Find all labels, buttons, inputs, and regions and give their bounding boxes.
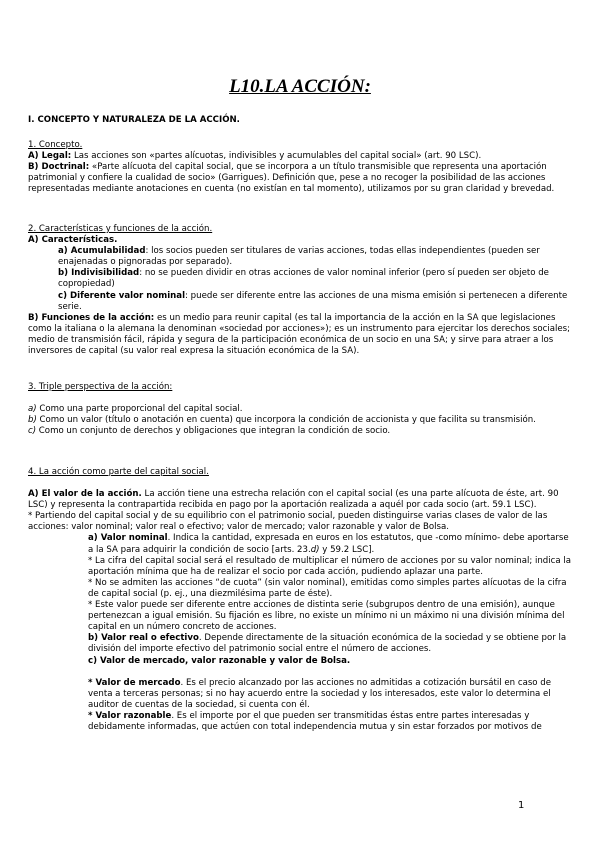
label-caracteristicas: A) Características. [28, 235, 118, 246]
subsection-caracteristicas [28, 224, 573, 357]
page-number: 1 [518, 800, 525, 811]
paragraph-funciones: B) Funciones de la acción: es un medio para reunir capital (es tal la importancia de la acción en la SA que legislaciones como la italiana o la alemana la denominan «sociedad por acciones»); es un instrumento para ejercitar los derechos sociales; medio de transmisión fácil, rápida y segura de la participación económica de un socio en una SA; y sirve para atraer a los inversores de capital (su valor real expresa la situación económica de la SA). [28, 312, 571, 357]
item-valor-real: b) Valor real o efectivo. Depende directamente de la situación económica de la sociedad y se obtiene por la división del importe efectivo del patrimonio social entre el número de acciones. [88, 633, 567, 655]
item-distinta-serie: * Este valor puede ser diferente entre acciones de distinta serie (subgrupos dentro de una emisión), aunque pertenezcan a igual emisión. Su fijación es libre, no existe un mínimo ni un máximo ni una división mínima del capital en un número concreto de acciones. [88, 600, 565, 633]
heading-concepto: 1. Concepto. [28, 140, 83, 150]
item-valor-nominal: c) Diferente valor nominal: puede ser diferente entre las acciones de una misma emisión si pertenecen a diferente serie. [58, 290, 568, 312]
section-concepto [28, 115, 573, 126]
item-valor-nominal-def: a) Valor nominal. Indica la cantidad, expresada en euros en los estatutos, que -como mínimo- debe aportarse a la SA para adquirir la condición de socio [arts. 23.d) y 59.2 LSC]. [88, 533, 569, 555]
item-valor-razonable: * Valor razonable. Es el importe por el que pueden ser transmitidas éstas entre partes interesadas y debidamente informadas, que actúen con total independencia mutua y sin estar forzados por motivos de [88, 710, 542, 732]
heading-valor-mercado: c) Valor de mercado, valor razonable y valor de Bolsa. [88, 655, 351, 666]
subsection-triple [28, 382, 573, 437]
triple-item-a: a) Como una parte proporcional del capital social. [28, 404, 243, 415]
item-acciones-cuota: * No se admiten las acciones “de cuota” (sin valor nominal), emitidas como simples partes alícuotas de la cifra de capital social (p. ej., una diezmilésima parte de éste). [88, 577, 567, 599]
paragraph-clases-valor: * Partiendo del capital social y de su equilibrio con el patrimonio social, pueden distinguirse varias clases de valor de las acciones: valor nominal; valor real o efectivo; valor de mercado; valor razonable y valor de Bolsa. [28, 511, 548, 533]
paragraph-valor-accion: A) El valor de la acción. La acción tiene una estrecha relación con el capital social (es una parte alícuota de éste, art. 90 LSC) y representa la contrapartida recibida en pago por la aportación realizada a aquél por cada socio (art. 59.1 LSC). [28, 489, 559, 511]
item-valor-mercado: * Valor de mercado. Es el precio alcanzado por las acciones no admitidas a cotización bursátil en caso de venta a terceras personas; si no hay acuerdo entre la sociedad y los interesados, este valor lo determina el auditor de cuentas de la sociedad, si cuenta con él. [88, 677, 552, 710]
heading-caracteristicas: 2. Características y funciones de la acción. [28, 224, 213, 234]
triple-item-b: b) Como un valor (título o anotación en cuenta) que incorpora la condición de accionista y que facilita su transmisión. [28, 415, 536, 426]
item-indivisibilidad: b) Indivisibilidad: no se pueden dividir en otras acciones de valor nominal inferior (pero sí pueden ser objeto de copropiedad) [58, 268, 549, 290]
triple-item-c: c) Como un conjunto de derechos y obligaciones que integran la condición de socio. [28, 426, 391, 437]
section-title: I. CONCEPTO Y NATURALEZA DE LA ACCIÓN. [28, 115, 240, 125]
item-acumulabilidad: a) Acumulabilidad: los socios pueden ser titulares de varias acciones, todas ellas independientes (pueden ser enajenadas o pignoradas por separado). [58, 246, 540, 268]
item-cifra-capital: * La cifra del capital social será el resultado de multiplicar el número de acciones por su valor nominal; indica la aportación mínima que ha de realizar el socio por cada acción, pudiendo aplazar una parte. [88, 555, 572, 577]
heading-capital: 4. La acción como parte del capital social. [28, 467, 209, 477]
paragraph-doctrinal: B) Doctrinal: «Parte alícuota del capital social, que se incorpora a un título transmisible que representa una aportación patrimonial y confiere la cualidad de socio» (Garrigues). Definición que, pese a no recoger la posibilidad de las acciones representadas mediante anotaciones en cuenta (no existían en tal momento), utilizamos por su gran claridad y brevedad. [28, 162, 555, 195]
paragraph-legal: A) Legal: Las acciones son «partes alícuotas, indivisibles y acumulables del capital social» (art. 90 LSC). [28, 151, 482, 162]
subsection-concepto [28, 140, 573, 195]
subsection-capital [28, 467, 573, 733]
heading-triple: 3. Triple perspectiva de la acción: [28, 382, 173, 392]
page-title: L10.LA ACCIÓN: [229, 76, 371, 97]
